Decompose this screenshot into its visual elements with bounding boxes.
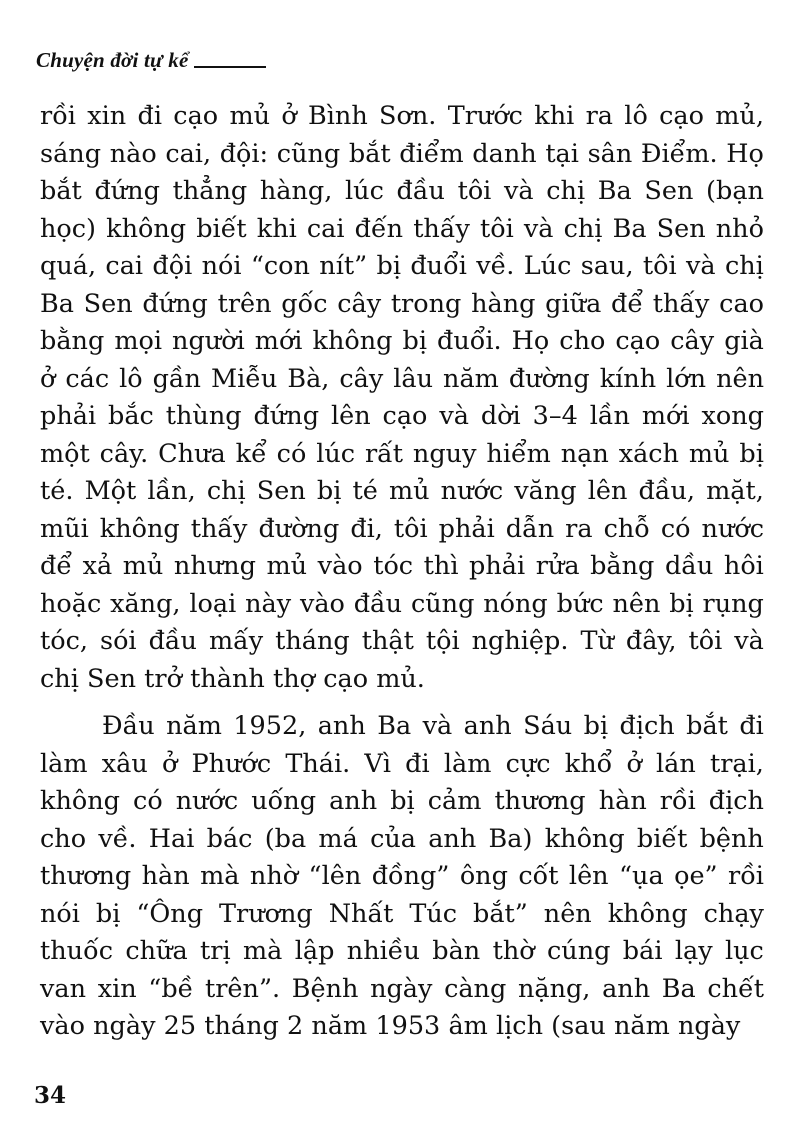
running-title: Chuyện đời tự kể <box>36 48 189 72</box>
text-line: Đầu năm 1952, anh Ba và anh Sáu bị địch bắt đi <box>102 711 764 741</box>
paragraph-gap <box>40 698 764 708</box>
text-line: nói bị “Ông Trương Nhất Túc bắt” nên không chạy <box>40 898 764 929</box>
text-line: van xin “bề trên”. Bệnh ngày càng nặng, anh Ba chết <box>40 973 764 1004</box>
text-line: một cây. Chưa kể có lúc rất nguy hiểm nạn xách mủ bị <box>40 438 764 469</box>
text-line: Ba Sen đứng trên gốc cây trong hàng giữa để thấy cao <box>40 288 764 319</box>
text-line: hoặc xăng, loại này vào đầu cũng nóng bức nên bị rụng <box>40 588 764 619</box>
paragraph <box>40 98 764 698</box>
text-line: cho về. Hai bác (ba má của anh Ba) không biết bệnh <box>40 823 764 854</box>
header-rule <box>194 66 266 68</box>
text-line: tóc, sói đầu mấy tháng thật tội nghiệp. Từ đây, tôi và <box>40 626 764 656</box>
text-line: sáng nào cai, đội: cũng bắt điểm danh tại sân Điểm. Họ <box>40 138 764 169</box>
text-line: té. Một lần, chị Sen bị té mủ nước văng lên đầu, mặt, <box>40 476 764 506</box>
text-line: rồi xin đi cạo mủ ở Bình Sơn. Trước khi ra lô cạo mủ, <box>40 101 764 131</box>
text-line: thương hàn mà nhờ “lên đồng” ông cốt lên “ụa ọe” rồi <box>40 861 764 891</box>
text-line: ở các lô gần Miễu Bà, cây lâu năm đường kính lớn nên <box>40 363 764 394</box>
running-header <box>36 40 266 72</box>
text-line: vào ngày 25 tháng 2 năm 1953 âm lịch (sau năm ngày <box>40 1011 741 1041</box>
text-line: bằng mọi người mới không bị đuổi. Họ cho cạo cây già <box>40 326 764 356</box>
text-line: học) không biết khi cai đến thấy tôi và chị Ba Sen nhỏ <box>40 213 764 244</box>
text-line: bắt đứng thẳng hàng, lúc đầu tôi và chị Ba Sen (bạn <box>40 176 764 206</box>
text-line: không có nước uống anh bị cảm thương hàn rồi địch <box>40 786 764 816</box>
text-line: mũi không thấy đường đi, tôi phải dẫn ra chỗ có nước <box>40 513 764 544</box>
text-line: chị Sen trở thành thợ cạo mủ. <box>40 663 425 694</box>
paragraph <box>40 708 764 1046</box>
text-line: thuốc chữa trị mà lập nhiều bàn thờ cúng bái lạy lục <box>40 936 764 966</box>
text-line: làm xâu ở Phước Thái. Vì đi làm cực khổ ở lán trại, <box>40 748 764 779</box>
body-text <box>40 98 764 1046</box>
text-line: quá, cai đội nói “con nít” bị đuổi về. Lúc sau, tôi và chị <box>40 251 764 281</box>
text-line: để xả mủ nhưng mủ vào tóc thì phải rửa bằng dầu hôi <box>40 551 764 581</box>
text-line: phải bắc thùng đứng lên cạo và dời 3–4 lần mới xong <box>40 401 764 431</box>
page-number: 34 <box>34 1082 67 1109</box>
